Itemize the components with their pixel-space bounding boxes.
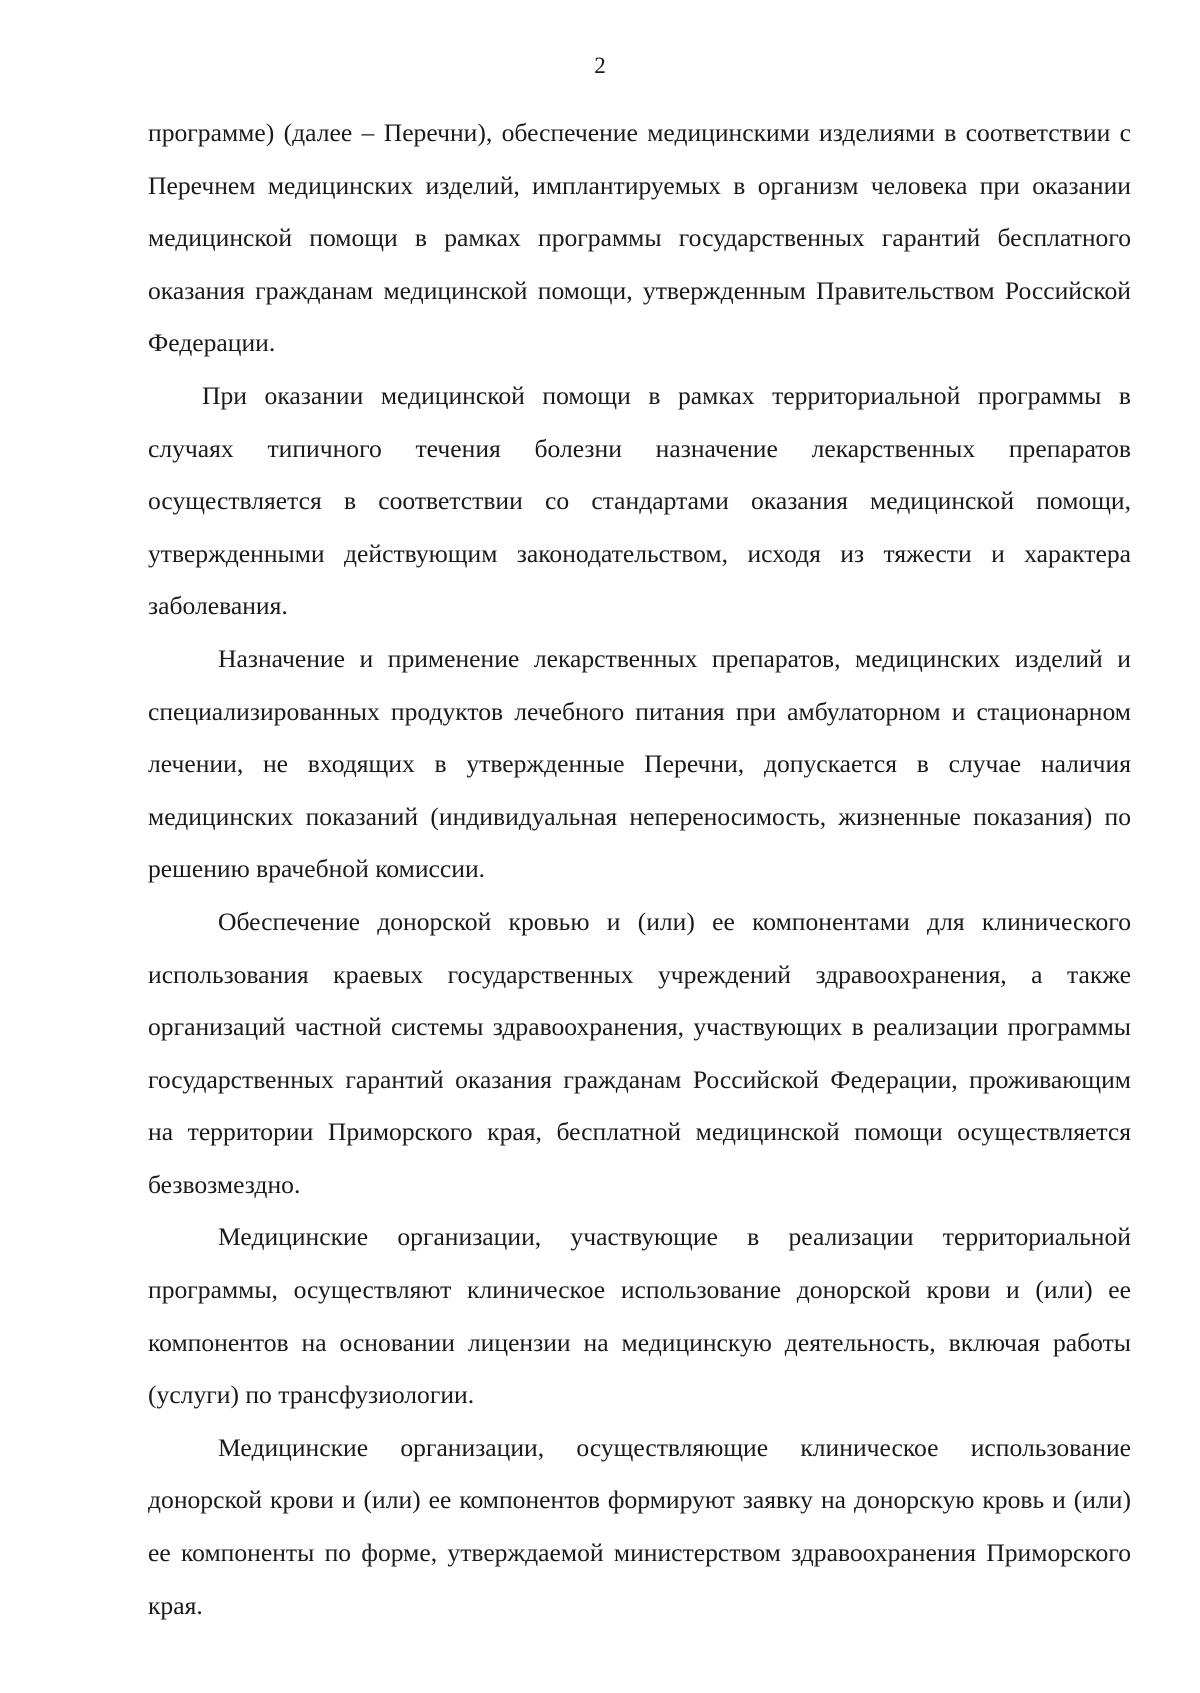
paragraph-continuation: программе) (далее – Перечни), обеспечение медицинскими изделиями в соответствии с Перечнем медицинских изделий, имплантируемых в организм человека при оказании медицинской помощи в рамках программы государственных гарантий бесплатного оказания гражданам медицинской помощи, утвержденным Правительством Российской Федерации.	[148, 118, 1131, 358]
paragraph-drug-prescription: При оказании медицинской помощи в рамках территориальной программы в случаях типичного течения болезни назначение лекарственных препаратов осуществляется в соответствии со стандартами оказания медицинской помощи, утвержденными действующим законодательством, исходя из тяжести и характера заболевания.	[148, 380, 1131, 621]
paragraph-donor-blood-supply: Обеспечение донорской кровью и (или) ее компонентами для клинического использования краевых государственных учреждений здравоохранения, а также организаций частной системы здравоохранения, участвующих в реализации программы государственных гарантий оказания гражданам Российской Федерации, проживающим на территории Приморского края, бесплатной медицинской помощи осуществляется безвозмездно.	[148, 906, 1131, 1199]
document-body	[148, 107, 1131, 1632]
page-number: 2	[594, 53, 606, 78]
paragraph-blood-request: Медицинские организации, осуществляющие клиническое использование донорской крови и (или) ее компонентов формируют заявку на донорскую кровь и (или) ее компоненты по форме, утверждаемой министерством здравоохранения Приморского края.	[148, 1432, 1131, 1620]
paragraph-clinical-use: Медицинские организации, участвующие в реализации территориальной программы, осуществляют клиническое использование донорской крови и (или) ее компонентов на основании лицензии на медицинскую деятельность, включая работы (услуги) по трансфузиологии.	[148, 1222, 1131, 1410]
paragraph-off-list-use: Назначение и применение лекарственных препаратов, медицинских изделий и специализированных продуктов лечебного питания при амбулаторном и стационарном лечении, не входящих в утвержденные Перечни, допускается в случае наличия медицинских показаний (индивидуальная непереносимость, жизненные показания) по решению врачебной комиссии.	[148, 643, 1131, 884]
